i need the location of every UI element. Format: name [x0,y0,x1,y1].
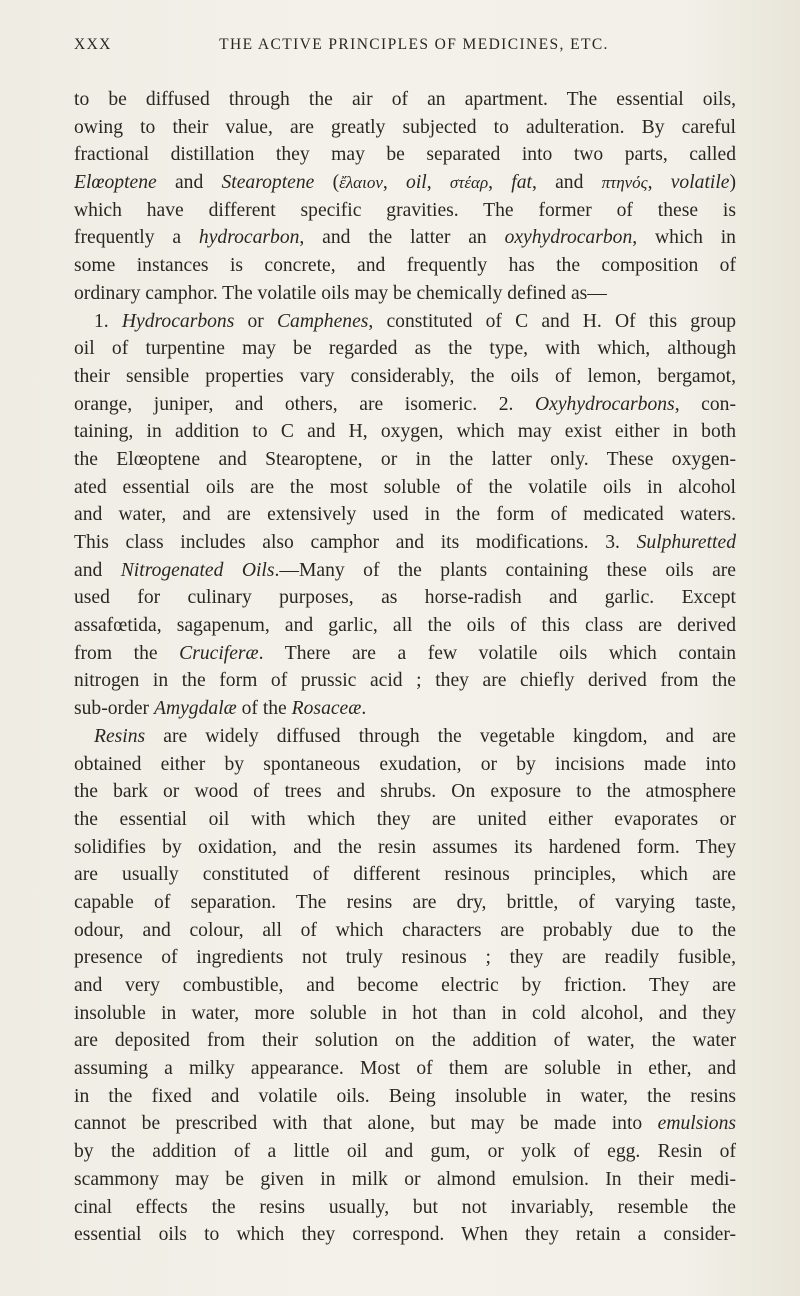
text-run: , and the latter an [299,227,505,249]
page-header [74,36,734,60]
text-run: are usually constituted of different resinous principles, which are [74,864,736,886]
text-line [74,834,736,862]
text-run: and [74,559,121,581]
text-run: used for culinary purposes, as horse-radish and garlic. Except [74,587,736,609]
text-run: 1. [94,310,122,332]
italic-term: oil [406,172,427,194]
text-run: insoluble in water, more soluble in hot than in cold alcohol, and they [74,1002,736,1024]
text-run: some instances is concrete, and frequently has the composition of [74,255,736,277]
text-line [74,335,736,363]
text-run: , [488,172,512,194]
text-run: frequently a [74,227,199,249]
text-run: , con- [674,393,736,415]
text-line [74,224,736,252]
italic-term: oxyhydrocarbon [504,227,633,249]
text-line [74,972,736,1000]
text-line [74,640,736,668]
text-line [74,806,736,834]
text-line [74,1110,736,1138]
text-run: from the [74,642,180,664]
italic-term: Hydrocarbons [121,310,235,332]
text-run: which have different specific gravities. The former of these is [74,199,736,221]
text-run: taining, in addition to C and H, oxygen, which may exist either in both [74,421,736,443]
text-line [74,197,736,225]
text-run: , which in [632,227,736,249]
text-line [74,1000,736,1028]
text-line [74,695,736,723]
text-run: . There are a few volatile oils which contain [258,642,736,664]
text-line [74,1083,736,1111]
text-line [74,446,736,474]
text-run: their sensible properties vary considerably, the oils of lemon, bergamot, [74,365,736,387]
text-run: ated essential oils are the most soluble of the volatile oils in alcohol [74,476,736,498]
text-run: cinal effects the resins usually, but not invariably, resemble the [74,1196,736,1218]
text-run: ( [314,172,340,194]
text-line [74,418,736,446]
text-line [74,612,736,640]
text-line [74,667,736,695]
text-run: and water, and are extensively used in the form of medicated waters. [74,504,736,526]
text-line [74,474,736,502]
text-line [74,1138,736,1166]
italic-term: Amygdalæ [153,698,237,720]
text-run: nitrogen in the form of prussic acid ; they are chiefly derived from the [74,670,736,692]
italic-term: emulsions [657,1113,736,1135]
italic-term: hydrocarbon [198,227,300,249]
text-line [74,917,736,945]
text-line [74,1221,736,1249]
text-line [74,1027,736,1055]
text-run: and [156,172,222,194]
text-run: solidifies by oxidation, and the resin assumes its hardened form. They [74,836,736,858]
text-run: fractional distillation they may be separated into two parts, called [74,144,736,166]
text-line [74,114,736,142]
italic-term: Rosaceæ [291,698,362,720]
running-head: THE ACTIVE PRINCIPLES OF MEDICINES, ETC. [219,36,609,53]
text-run: the bark or wood of trees and shrubs. On exposure to the atmosphere [74,781,736,803]
text-line [74,861,736,889]
text-line [74,557,736,585]
text-run: ) [729,172,736,194]
italic-term: Sulphuretted [636,532,736,553]
text-line [74,1166,736,1194]
text-run: to be diffused through the air of an apartment. The essential oils, [74,89,736,110]
text-line [74,529,736,557]
text-line [74,86,736,114]
text-run: odour, and colour, all of which characters are probably due to the [74,919,736,941]
text-line [74,889,736,917]
italic-term: fat [511,172,532,194]
text-line [74,723,736,751]
text-run: scammony may be given in milk or almond emulsion. In their medi- [74,1168,736,1190]
text-line [74,1055,736,1083]
italic-term: Oxyhydrocarbons [535,393,675,415]
text-run: ordinary camphor. The volatile oils may be chemically defined as— [74,282,607,304]
text-run: assafœtida, sagapenum, and garlic, all the oils of this class are derived [74,615,736,637]
text-line [74,944,736,972]
text-run: are widely diffused through the vegetable kingdom, and are [145,725,736,747]
text-run: presence of ingredients not truly resinous ; they are readily fusible, [74,947,736,969]
text-line [74,1194,736,1222]
italic-term: Nitrogenated Oils [120,559,275,581]
text-run: obtained either by spontaneous exudation, or by incisions made into [74,753,736,775]
text-line [74,501,736,529]
text-run: or [234,310,277,332]
text-line [74,584,736,612]
text-run: owing to their value, are greatly subjected to adulteration. By careful [74,116,736,138]
text-line [74,280,736,308]
text-run: .—Many of the plants containing these oils are [274,559,736,581]
text-run: , constituted of C and H. Of this group [368,310,736,332]
text-run: of the [236,698,292,720]
text-run: the Elœoptene and Stearoptene, or in the latter only. These oxygen- [74,448,736,470]
text-run: cannot be prescribed with that alone, but may be made into [74,1113,658,1135]
text-run: oil of turpentine may be regarded as the type, with which, although [74,338,736,360]
text-run: , and [531,172,602,194]
text-run: , [426,172,450,194]
greek-term: στέαρ [449,173,489,193]
text-run: sub-order [74,698,154,720]
text-run: and very combustible, and become electric by friction. They are [74,975,736,996]
text-run: by the addition of a little oil and gum, or yolk of egg. Resin of [74,1141,736,1163]
body-text [74,86,736,1249]
text-run: , [647,172,671,194]
text-line [74,391,736,419]
italic-term: Elœoptene [74,172,157,194]
text-run: This class includes also camphor and its modifications. 3. [74,532,637,553]
text-run: , [382,172,407,194]
text-run: orange, juniper, and others, are isomeric. 2. [74,393,536,415]
italic-term: volatile [670,172,730,194]
text-line [74,363,736,391]
text-line [74,308,736,336]
italic-term: Camphenes [276,310,369,332]
greek-term: πτηνός [601,173,648,193]
text-line [74,751,736,779]
text-run: are deposited from their solution on the addition of water, the water [74,1030,736,1052]
text-run: . [361,698,367,720]
italic-term: Resins [94,725,146,747]
text-run: the essential oil with which they are united either evaporates or [74,808,736,830]
text-line [74,169,736,197]
text-run: assuming a milky appearance. Most of them are soluble in ether, and [74,1058,736,1080]
italic-term: Cruciferæ [179,642,259,664]
text-run: in the fixed and volatile oils. Being insoluble in water, the resins [74,1085,736,1107]
text-run: capable of separation. The resins are dry, brittle, of varying taste, [74,891,736,913]
text-line [74,252,736,280]
greek-term: ἔλαιον [339,173,383,193]
text-run: essential oils to which they correspond. When they retain a consider- [74,1224,736,1246]
text-line [74,141,736,169]
italic-term: Stearoptene [221,172,315,194]
text-line [74,778,736,806]
page-number: XXX [74,36,112,53]
